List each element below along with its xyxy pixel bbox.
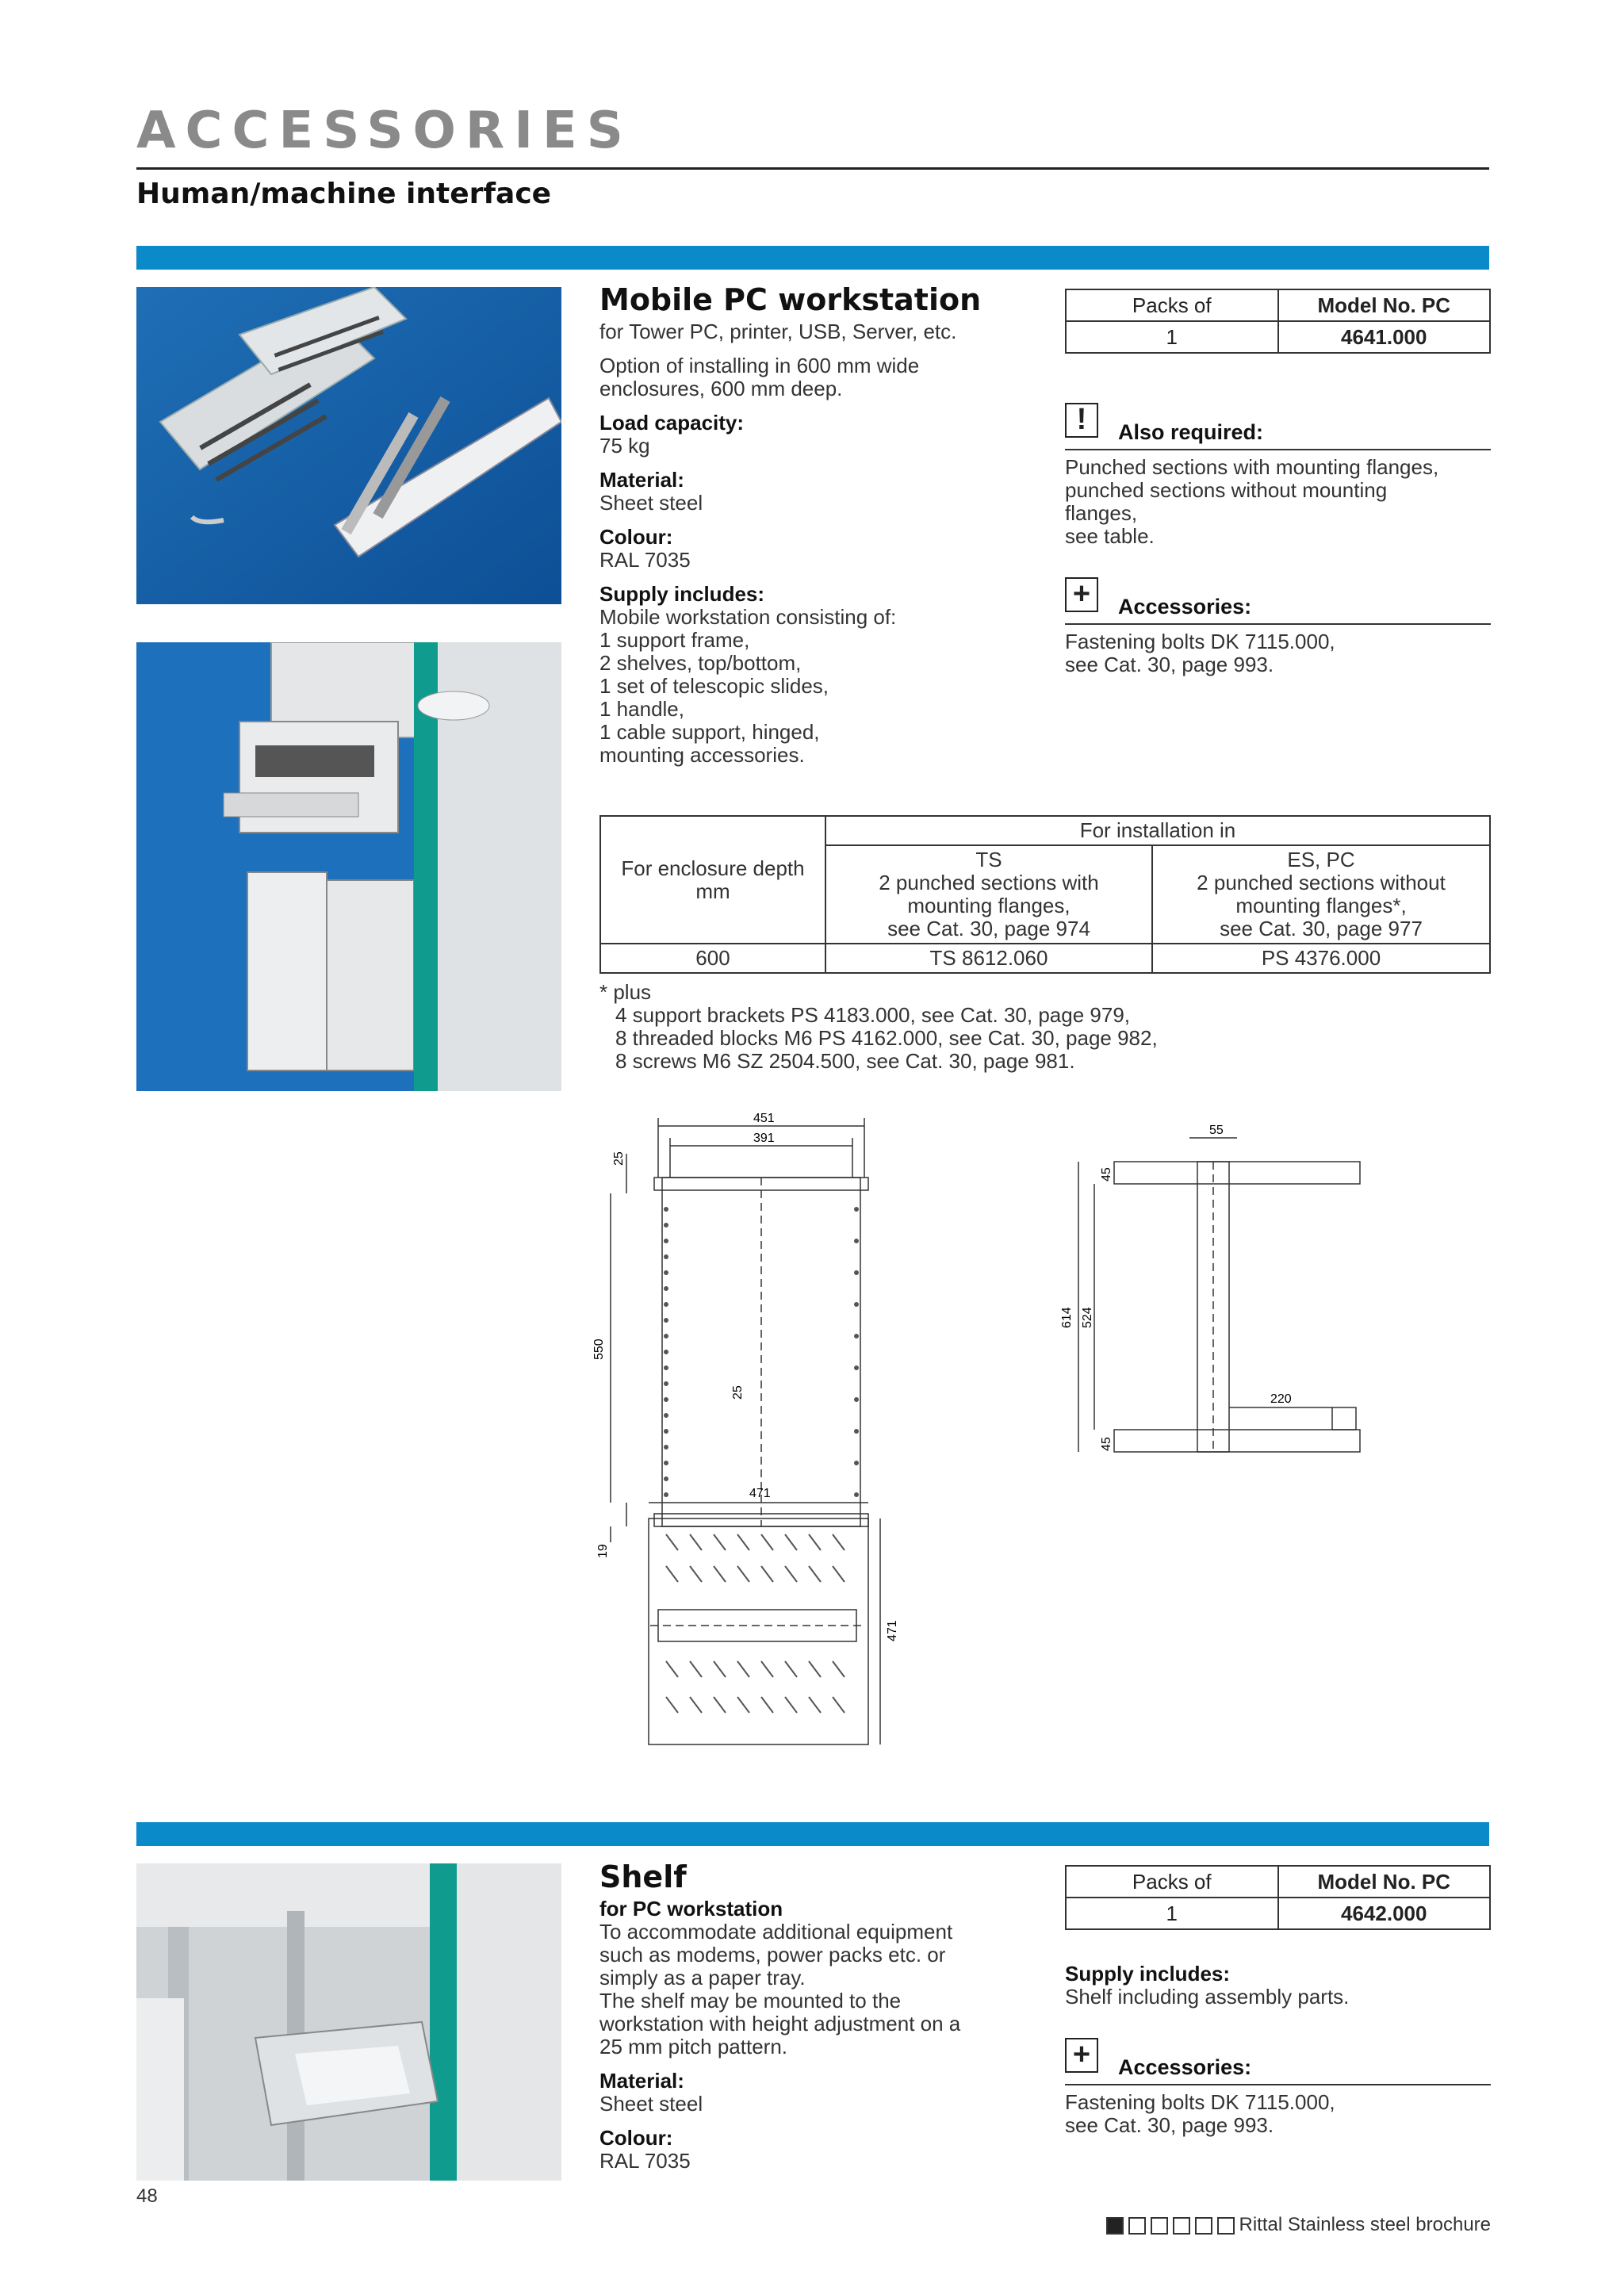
- model-table: [1065, 289, 1491, 354]
- installation-table: [599, 815, 1491, 974]
- product-photo-shelf: [136, 1863, 561, 2181]
- model-value: 4641.000: [1278, 321, 1491, 353]
- material-label: Material:: [599, 2069, 684, 2093]
- accessories-line: Fastening bolts DK 7115.000,: [1065, 2090, 1335, 2114]
- section-subtitle: Human/machine interface: [136, 178, 552, 210]
- supply-label: Supply includes:: [599, 582, 765, 606]
- dim-label: 524: [1081, 1307, 1094, 1328]
- also-required-line: see table.: [1065, 524, 1155, 548]
- accessories-line: Fastening bolts DK 7115.000,: [1065, 630, 1335, 653]
- also-required-line: flanges,: [1065, 501, 1138, 525]
- divider: [1065, 623, 1491, 625]
- supply-line: Mobile workstation consisting of:: [599, 605, 897, 629]
- material-value: Sheet steel: [599, 2092, 703, 2116]
- supply-line: 1 cable support, hinged,: [599, 720, 820, 744]
- desc-line: simply as a paper tray.: [599, 1966, 806, 1990]
- table-cell: PS 4376.000: [1152, 944, 1490, 973]
- model-value: 4642.000: [1278, 1898, 1491, 1929]
- dim-label: 25: [731, 1385, 745, 1400]
- table-footnote: [599, 981, 1491, 1073]
- section-bar: [136, 1822, 1489, 1846]
- dim-label: 471: [886, 1620, 899, 1641]
- table-cell: 600: [600, 944, 825, 973]
- es-pc-header: ES, PC 2 punched sections without mounting flanges*, see Cat. 30, page 977: [1152, 845, 1490, 944]
- product-subtitle: for PC workstation: [599, 1897, 783, 1921]
- dim-label: 55: [1209, 1124, 1224, 1137]
- dim-label: 25: [612, 1151, 626, 1166]
- square-icon: [1128, 2217, 1146, 2235]
- accessories-label: Accessories:: [1118, 2055, 1252, 2079]
- material-label: Material:: [599, 468, 684, 492]
- footer-brand: [1106, 2214, 1491, 2236]
- section-bar: [136, 246, 1489, 270]
- model-header: Model No. PC: [1278, 1866, 1491, 1898]
- accessories-label: Accessories:: [1118, 595, 1252, 618]
- brand-text: Rittal Stainless steel brochure: [1239, 2214, 1491, 2235]
- also-required-text: [1065, 456, 1491, 548]
- also-required-line: punched sections without mounting: [1065, 478, 1388, 502]
- product-photo-parts: [136, 287, 561, 604]
- also-required-label: Also required:: [1118, 420, 1264, 444]
- desc-line: The shelf may be mounted to the: [599, 1989, 902, 2013]
- supply-line: 1 set of telescopic slides,: [599, 674, 829, 698]
- load-value: 75 kg: [599, 434, 650, 458]
- divider: [1065, 449, 1491, 450]
- supply-line: 1 support frame,: [599, 628, 750, 652]
- model-table: [1065, 1865, 1491, 1930]
- dim-label: 471: [749, 1487, 771, 1500]
- dim-label: 220: [1270, 1392, 1292, 1406]
- supply-value: Shelf including assembly parts.: [1065, 1985, 1350, 2009]
- model-header: Model No. PC: [1278, 289, 1491, 321]
- table-cell: TS 8612.060: [825, 944, 1152, 973]
- exclamation-icon: !: [1065, 403, 1098, 438]
- footnote-line: 8 threaded blocks M6 PS 4162.000, see Cat. 30, page 982,: [615, 1026, 1158, 1050]
- desc-line: To accommodate additional equipment: [599, 1920, 953, 1944]
- dim-label: 550: [592, 1338, 606, 1360]
- dim-label: 19: [596, 1544, 610, 1558]
- footnote-line: 8 screws M6 SZ 2504.500, see Cat. 30, page 981.: [615, 1049, 1075, 1073]
- desc-line: workstation with height adjustment on a: [599, 2012, 961, 2035]
- product-title: Shelf: [599, 1859, 687, 1894]
- material-value: Sheet steel: [599, 491, 703, 515]
- technical-drawings: [587, 1106, 1380, 1756]
- also-required-line: Punched sections with mounting flanges,: [1065, 455, 1439, 479]
- product-description: [599, 320, 1012, 767]
- accessories-line: see Cat. 30, page 993.: [1065, 653, 1274, 676]
- colour-value: RAL 7035: [599, 2149, 691, 2173]
- supply-line: 1 handle,: [599, 697, 684, 721]
- packs-value: 1: [1066, 321, 1278, 353]
- category-title: ACCESSORIES: [136, 101, 633, 160]
- product-photo-workstation: [136, 642, 561, 1091]
- supply-line: 2 shelves, top/bottom,: [599, 651, 802, 675]
- packs-header: Packs of: [1066, 1866, 1278, 1898]
- dim-label: 451: [753, 1112, 775, 1125]
- header-rule: [136, 167, 1489, 170]
- colour-value: RAL 7035: [599, 548, 691, 572]
- installation-header: For installation in: [825, 816, 1490, 845]
- load-label: Load capacity:: [599, 411, 745, 435]
- depth-header: For enclosure depth mm: [600, 816, 825, 944]
- page-number: 48: [136, 2185, 158, 2207]
- dim-label: 614: [1060, 1307, 1074, 1328]
- dim-label: 45: [1100, 1437, 1113, 1451]
- dim-label: 391: [753, 1132, 775, 1145]
- colour-label: Colour:: [599, 2126, 673, 2150]
- accessories-line: see Cat. 30, page 993.: [1065, 2113, 1274, 2137]
- accessories-text: [1065, 2091, 1491, 2137]
- front-view-drawing: [611, 1118, 868, 1542]
- footnote-line: 4 support brackets PS 4183.000, see Cat. 30, page 979,: [615, 1003, 1130, 1027]
- accessories-text: [1065, 630, 1491, 676]
- square-icon: [1217, 2217, 1235, 2235]
- supply-label: Supply includes:: [1065, 1962, 1231, 1986]
- product-description: [599, 1898, 1028, 2173]
- square-icon: [1195, 2217, 1212, 2235]
- product-intro: for Tower PC, printer, USB, Server, etc.: [599, 320, 957, 343]
- footnote-line: * plus: [599, 980, 652, 1004]
- desc-line: such as modems, power packs etc. or: [599, 1943, 946, 1967]
- supply-block: [1065, 1963, 1491, 2009]
- side-view-drawing: [1078, 1138, 1360, 1452]
- square-icon: [1106, 2217, 1124, 2235]
- product-option: Option of installing in 600 mm wide enclosures, 600 mm deep.: [599, 354, 920, 400]
- packs-header: Packs of: [1066, 289, 1278, 321]
- desc-line: 25 mm pitch pattern.: [599, 2035, 787, 2058]
- square-icon: [1173, 2217, 1190, 2235]
- product-title: Mobile PC workstation: [599, 282, 982, 317]
- packs-value: 1: [1066, 1898, 1278, 1929]
- dim-label: 45: [1100, 1167, 1113, 1181]
- supply-line: mounting accessories.: [599, 743, 805, 767]
- plus-icon: +: [1065, 577, 1098, 612]
- square-icon: [1151, 2217, 1168, 2235]
- plus-icon: +: [1065, 2038, 1098, 2073]
- divider: [1065, 2084, 1491, 2085]
- colour-label: Colour:: [599, 525, 673, 549]
- ts-header: TS 2 punched sections with mounting flanges, see Cat. 30, page 974: [825, 845, 1152, 944]
